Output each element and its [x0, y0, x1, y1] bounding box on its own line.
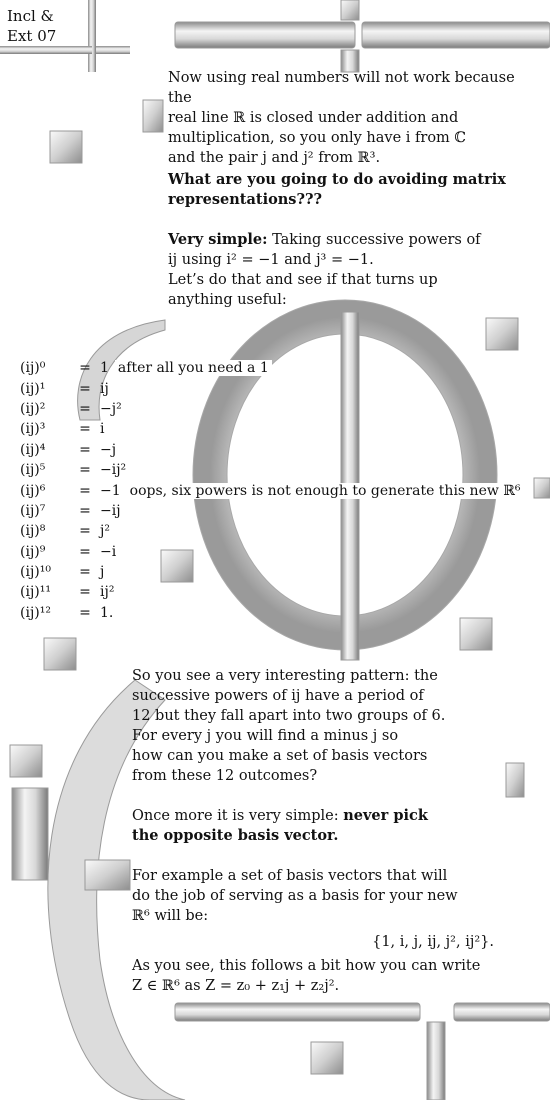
power-rhs-cell — [100, 603, 524, 623]
deco-bar — [175, 22, 355, 48]
power-lhs: (ij)² — [20, 400, 46, 417]
deco-bar — [0, 46, 92, 54]
equals-sign: = — [79, 400, 91, 417]
text-line: ℝ⁶ will be: — [132, 908, 209, 924]
power-lhs: (ij)¹ — [20, 380, 46, 397]
equals-sign: = — [79, 523, 91, 540]
text-span: Once more it is very simple: — [132, 808, 344, 824]
power-row — [20, 562, 524, 582]
deco-bar — [96, 46, 130, 54]
deco-arc — [85, 860, 130, 890]
power-rhs-cell — [100, 419, 524, 439]
deco-bar — [454, 1003, 550, 1021]
deco-arc — [12, 788, 48, 880]
text-line: multiplication, so you only have i from ℂ — [168, 130, 466, 146]
power-lhs: (ij)⁷ — [20, 502, 46, 519]
power-rhs-cell — [100, 582, 524, 602]
closing-paragraph — [132, 956, 512, 996]
text-line: representations??? — [168, 191, 322, 208]
equals-sign: = — [79, 421, 91, 438]
text-line — [132, 806, 492, 826]
text-line: from these 12 outcomes? — [132, 768, 318, 784]
text-line: real line ℝ is closed under addition and — [168, 110, 459, 126]
power-rhs: −j — [100, 441, 117, 458]
intro-paragraph — [168, 68, 538, 168]
power-rhs: ij² — [100, 584, 115, 601]
power-rhs-cell — [100, 358, 524, 378]
power-row — [20, 358, 524, 378]
equals-sign: = — [79, 564, 91, 581]
power-lhs: (ij)¹¹ — [20, 584, 51, 601]
text-line: Now using real numbers will not work because the — [168, 70, 515, 106]
text-line: the opposite basis vector. — [132, 827, 339, 844]
text-line: For example a set of basis vectors that will — [132, 868, 448, 884]
power-row — [20, 460, 524, 480]
deco-square — [50, 131, 82, 163]
method-paragraph — [168, 230, 538, 310]
text-span: Taking successive powers of — [267, 232, 481, 248]
text-line: For every j you will find a minus j so — [132, 728, 399, 744]
deco-square — [486, 318, 518, 350]
power-rhs: −j² — [100, 400, 122, 417]
equals-sign: = — [79, 360, 91, 377]
power-lhs: (ij)⁵ — [20, 462, 46, 479]
text-line: successive powers of ij have a period of — [132, 688, 424, 704]
corner-label — [7, 6, 56, 46]
power-lhs: (ij)⁶ — [20, 482, 46, 499]
power-rhs: j — [100, 564, 105, 581]
text-line: how can you make a set of basis vectors — [132, 748, 428, 764]
power-rhs-cell — [100, 562, 524, 582]
power-row — [20, 440, 524, 460]
basis-set: {1, i, j, ij, j², ij²}. — [372, 934, 494, 950]
text-line: What are you going to do avoiding matrix — [168, 171, 506, 188]
power-rhs-cell — [100, 440, 524, 460]
deco-square — [143, 100, 163, 132]
power-rhs: 1. — [100, 604, 114, 621]
power-rhs: 1 — [100, 360, 109, 377]
power-row — [20, 501, 524, 521]
equals-sign: = — [79, 604, 91, 621]
equals-sign: = — [79, 584, 91, 601]
power-note: oops, six powers is not enough to generate this new ℝ⁶ — [127, 483, 524, 499]
power-note: after all you need a 1 — [115, 360, 272, 376]
text-line: do the job of serving as a basis for your new — [132, 888, 458, 904]
corner-label-line: Ext 07 — [7, 27, 57, 45]
power-row — [20, 542, 524, 562]
deco-square — [506, 763, 524, 797]
power-lhs: (ij)⁹ — [20, 543, 46, 560]
power-row — [20, 480, 524, 500]
power-rhs-cell — [100, 460, 524, 480]
power-rhs-cell — [100, 542, 524, 562]
text-line: Let’s do that and see if that turns up — [168, 272, 438, 288]
deco-bar — [341, 0, 359, 20]
power-rhs: −ij² — [100, 462, 127, 479]
power-row — [20, 603, 524, 623]
power-lhs: (ij)³ — [20, 421, 46, 438]
equals-sign: = — [79, 482, 91, 499]
power-lhs: (ij)¹² — [20, 604, 51, 621]
power-rhs: i — [100, 421, 105, 438]
power-rhs-cell — [100, 501, 524, 521]
equals-sign: = — [79, 441, 91, 458]
corner-label-line: Incl & — [7, 7, 54, 25]
power-rhs-cell — [100, 378, 524, 398]
power-row — [20, 419, 524, 439]
text-line: Z ∈ ℝ⁶ as Z = z₀ + z₁j + z₂j². — [132, 978, 340, 994]
power-row — [20, 378, 524, 398]
power-row — [20, 521, 524, 541]
text-line: So you see a very interesting pattern: the — [132, 668, 438, 684]
powers-table — [20, 358, 524, 623]
deco-bar — [427, 1022, 445, 1100]
deco-square — [311, 1042, 343, 1074]
example-paragraph — [132, 866, 502, 952]
question-heading — [168, 170, 538, 210]
text-line: anything useful: — [168, 292, 287, 308]
lead-text: Very simple: — [168, 231, 268, 248]
power-rhs: −i — [100, 543, 117, 560]
power-row — [20, 582, 524, 602]
deco-bar — [175, 1003, 420, 1021]
power-rhs: −ij — [100, 502, 121, 519]
deco-bar — [362, 22, 550, 48]
deco-bar — [88, 0, 96, 72]
power-lhs: (ij)⁰ — [20, 360, 46, 377]
equals-sign: = — [79, 502, 91, 519]
equals-sign: = — [79, 380, 91, 397]
text-line: 12 but they fall apart into two groups of 6. — [132, 708, 446, 724]
power-lhs: (ij)⁸ — [20, 523, 46, 540]
text-line: and the pair j and j² from ℝ³. — [168, 150, 381, 166]
power-row — [20, 399, 524, 419]
text-line: As you see, this follows a bit how you can write — [132, 958, 481, 974]
rule-paragraph — [132, 806, 492, 846]
equals-sign: = — [79, 462, 91, 479]
power-rhs-cell — [100, 480, 524, 500]
text-line: ij using i² = −1 and j³ = −1. — [168, 252, 374, 268]
bold-text: never pick — [343, 807, 428, 824]
power-rhs: j² — [100, 523, 110, 540]
deco-square — [534, 478, 550, 498]
pattern-paragraph — [132, 666, 492, 786]
text-line — [168, 230, 538, 250]
power-rhs-cell — [100, 399, 524, 419]
deco-square — [44, 638, 76, 670]
power-rhs: −1 — [100, 482, 121, 499]
power-lhs: (ij)⁴ — [20, 441, 46, 458]
power-lhs: (ij)¹⁰ — [20, 564, 51, 581]
equals-sign: = — [79, 543, 91, 560]
power-rhs: ij — [100, 380, 109, 397]
deco-square — [10, 745, 42, 777]
power-rhs-cell — [100, 521, 524, 541]
